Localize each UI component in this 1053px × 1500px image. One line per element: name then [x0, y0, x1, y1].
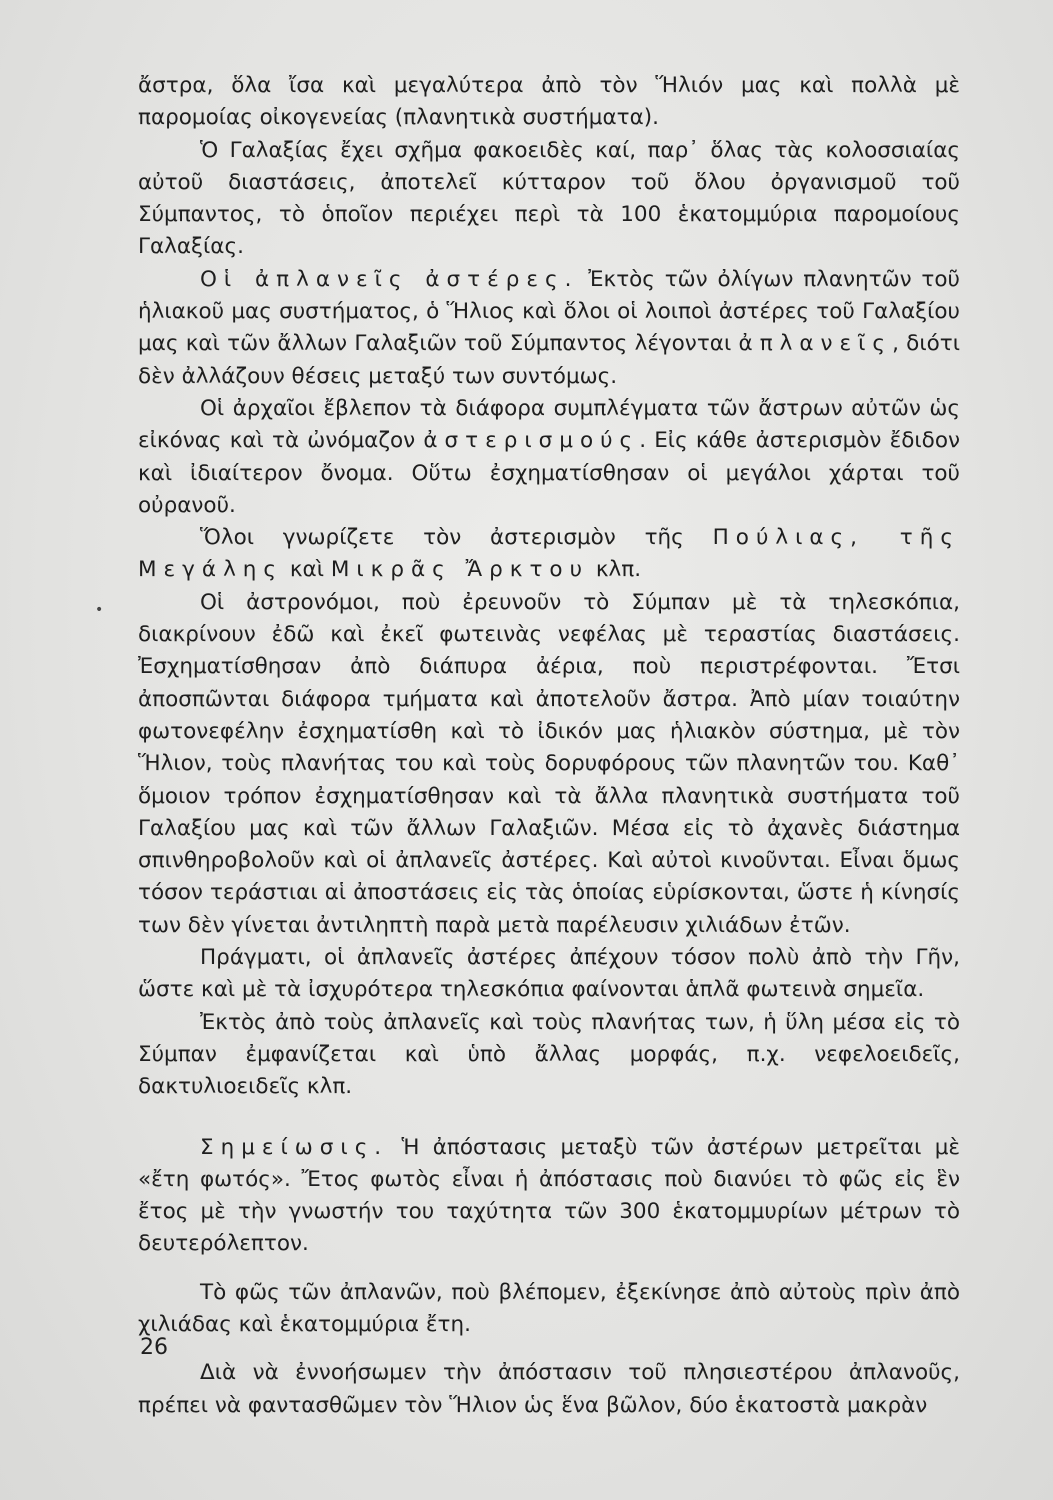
paragraph-known-constellations: Ὅλοι γνωρίζετε τὸν ἀστερισμὸν τῆς Πούλιας, τῆς Μεγάλης καὶ Μικρᾶς Ἄρκτου κλπ. [138, 525, 960, 583]
section-heading-fixed-stars: Οἱ ἀπλανεῖς ἀστέρες. [200, 266, 579, 292]
paragraph-note: Σημείωσις. Ἡ ἀπόστασις μεταξὺ τῶν ἀστέρων μετρεῖται μὲ «ἔτη φωτός». Ἔτος φωτὸς εἶναι ἡ ἀπόστασις ποὺ διανύει τὸ φῶς εἰς ἓν ἔτος μὲ τὴν γνωστήν του ταχύτητα τῶν 300 ἑκατομμυρίων μέτρων τὸ δευτερόλεπτον. [138, 1134, 960, 1257]
term-fixed-stars: ἀπλανεῖς [738, 331, 893, 357]
term-constellations: ἀστερισμούς [423, 428, 640, 454]
paragraph-nebulae: Οἱ ἀστρονόμοι, ποὺ ἐρευνοῦν τὸ Σύμπαν μὲ τὰ τηλεσκόπια, διακρίνουν ἐδῶ καὶ ἐκεῖ φωτεινὰς νεφέλας μὲ τεραστίας διαστάσεις. Ἐσχηματίσθησαν ἀπὸ διάπυρα ἀέρια, ποὺ περιστρέφονται. Ἔτσι ἀποσπῶνται διάφορα τμήματα καὶ ἀποτελοῦν ἄστρα. Ἀπὸ μίαν τοιαύτην φωτονεφέλην ἐσχηματίσθη καὶ τὸ ἰδικόν μας ἡλιακὸν σύστημα, μὲ τὸν Ἥλιον, τοὺς πλανήτας του καὶ τοὺς δορυφόρους τῶν πλανητῶν του. Καθ᾽ ὅμοιον τρόπον ἐσχηματίσθησαν καὶ τὰ ἄλλα πλανητικὰ συστήματα τοῦ Γαλαξίου μας καὶ τῶν ἄλλων Γαλαξιῶν. Μέσα εἰς τὸ ἀχανὲς διάστημα σπινθηροβολοῦν καὶ οἱ ἀπλανεῖς ἀστέρες. Καὶ αὐτοὶ κινοῦνται. Εἶναι ὅμως τόσον τεράστιαι αἱ ἀποστάσεις εἰς τὰς ὁποίας εὑρίσκονται, ὥστε ἡ κίνησίς των δὲν γίνεται ἀντιληπτὴ παρὰ μετὰ παρέλευσιν χιλιάδων ἐτῶν. [138, 589, 960, 938]
paragraph-light-travel: Τὸ φῶς τῶν ἀπλανῶν, ποὺ βλέπομεν, ἐξεκίνησε ἀπὸ αὐτοὺς πρὶν ἀπὸ χιλιάδας καὶ ἑκατομμύρια ἔτη. [138, 1279, 960, 1337]
paragraph-nearest-star: Διὰ νὰ ἐννοήσωμεν τὴν ἀπόστασιν τοῦ πλησιεστέρου ἀπλανοῦς, πρέπει νὰ φαντασθῶμεν τὸν Ἥλιον ὡς ἕνα βῶλον, δύο ἑκατοστὰ μακρὰν [138, 1360, 960, 1418]
paragraph-matter-forms: Ἐκτὸς ἀπὸ τοὺς ἀπλανεῖς καὶ τοὺς πλανήτας των, ἡ ὕλη μέσα εἰς τὸ Σύμπαν ἐμφανίζεται καὶ ὑπὸ ἄλλας μορφάς, π.χ. νεφελοειδεῖς, δακτυλιοειδεῖς κλπ. [138, 1009, 960, 1100]
page-number: 26 [140, 1335, 168, 1360]
term-ursa-minor: Μικρᾶς Ἄρκτου [330, 557, 590, 583]
paragraph-galaxy-shape: Ὁ Γαλαξίας ἔχει σχῆμα φακοειδὲς καί, παρ᾽ ὅλας τὰς κολοσσιαίας αὐτοῦ διαστάσεις, ἀποτελεῖ κύτταρον τοῦ ὅλου ὀργανισμοῦ τοῦ Σύμπαντος, τὸ ὁποῖον περιέχει περὶ τὰ 100 ἑκατομμύρια παρομοίους Γαλαξίας. [138, 137, 960, 260]
paragraph-continuation: ἄστρα, ὅλα ἴσα καὶ μεγαλύτερα ἀπὸ τὸν Ἥλιόν μας καὶ πολλὰ μὲ παρομοίας οἰκογενείας (πλανητικὰ συστήματα). [138, 73, 960, 131]
term-pleiades-ursa-major: Πούλιας, τῆς Μεγάλης [138, 525, 960, 583]
print-speck: • [95, 602, 104, 618]
paragraph-fixed-stars: Οἱ ἀπλανεῖς ἀστέρες. Ἐκτὸς τῶν ὀλίγων πλανητῶν τοῦ ἡλιακοῦ μας συστήματος, ὁ Ἥλιος καὶ ὅλοι οἱ λοιποὶ ἀστέρες τοῦ Γαλαξίου μας καὶ τῶν ἄλλων Γαλαξιῶν τοῦ Σύμπαντος λέγονται ἀπλανεῖς, διότι δὲν ἀλλάζουν θέσεις μεταξύ των συντόμως. [138, 266, 960, 389]
section-heading-note: Σημείωσις. [200, 1134, 389, 1160]
paragraph-constellations: Οἱ ἀρχαῖοι ἔβλεπον τὰ διάφορα συμπλέγματα τῶν ἄστρων αὐτῶν ὡς εἰκόνας καὶ τὰ ὠνόμαζον ἀστερισμούς. Εἰς κάθε ἀστερισμὸν ἔδιδον καὶ ἰδιαίτερον ὄνομα. Οὕτω ἐσχηματίσθησαν οἱ μεγάλοι χάρται τοῦ οὐρανοῦ. [138, 395, 960, 518]
paragraph-distance-points: Πράγματι, οἱ ἀπλανεῖς ἀστέρες ἀπέχουν τόσον πολὺ ἀπὸ τὴν Γῆν, ὥστε καὶ μὲ τὰ ἰσχυρότερα τηλεσκόπια φαίνονται ἁπλᾶ φωτεινὰ σημεῖα. [138, 945, 960, 1003]
body-text [138, 70, 960, 1422]
